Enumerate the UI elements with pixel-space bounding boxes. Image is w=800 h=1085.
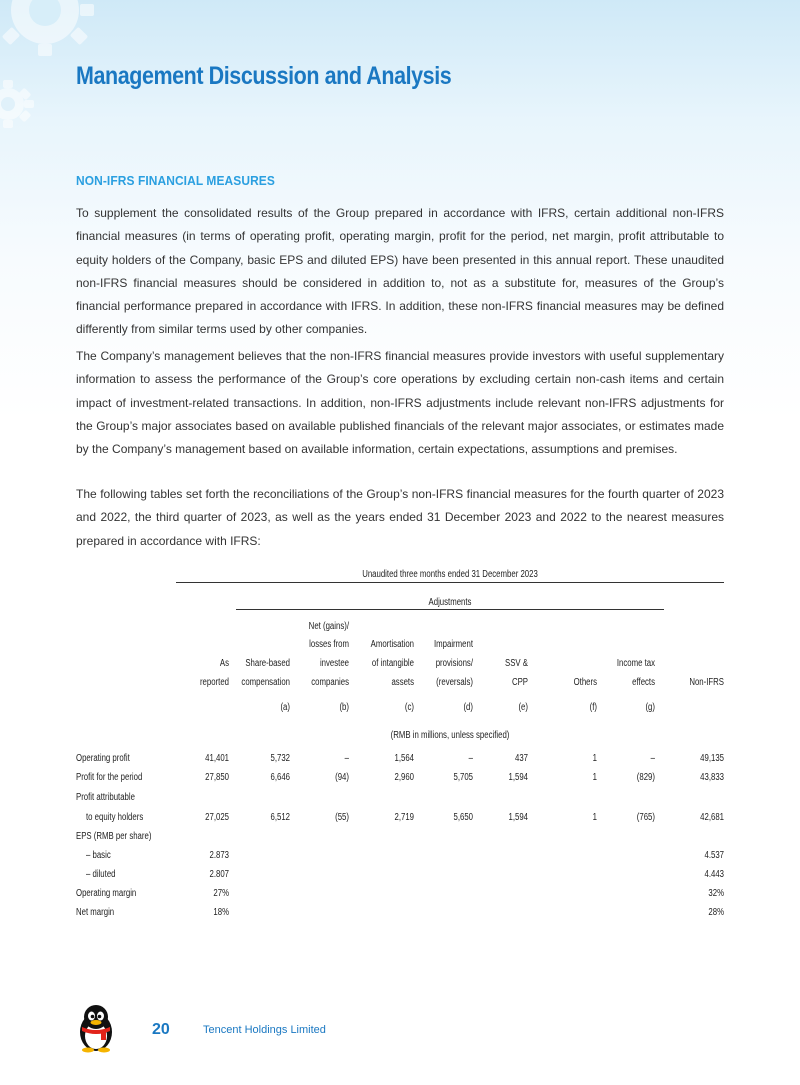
column-header: Amortisation	[370, 639, 414, 651]
column-note: (b)	[339, 702, 349, 713]
column-header: Impairment	[433, 639, 473, 651]
table-cell: 18%	[213, 907, 229, 918]
page-number: 20	[152, 1021, 170, 1038]
penguin-logo-icon	[75, 1003, 117, 1053]
page-title: Management Discussion and Analysis	[76, 62, 452, 90]
adjustments-rule	[236, 609, 664, 610]
column-header: Net (gains)/	[308, 620, 349, 632]
table-cell: 5,705	[453, 772, 473, 783]
column-note: (g)	[645, 702, 655, 713]
section-heading: NON-IFRS FINANCIAL MEASURES	[76, 173, 275, 188]
table-cell: (94)	[335, 772, 349, 783]
column-note: (d)	[463, 702, 473, 713]
units-note: (RMB in millions, unless specified)	[390, 730, 510, 741]
column-header: provisions/	[435, 658, 473, 670]
table-cell: 6,512	[270, 812, 290, 823]
table-cell: 4.443	[704, 869, 724, 880]
table-cell: 27%	[213, 888, 229, 899]
table-cell: 27,850	[205, 772, 229, 783]
table-cell: 28%	[708, 907, 724, 918]
column-header: Income tax	[616, 658, 655, 670]
table-cell: –	[650, 753, 655, 764]
table-cell: 1	[592, 772, 597, 783]
column-header: Others	[573, 677, 597, 688]
table-cell: 1	[592, 812, 597, 823]
table-cell: 32%	[708, 888, 724, 899]
table-cell: (765)	[636, 812, 655, 823]
paragraph-tables-intro: The following tables set forth the reconciliations of the Group’s non-IFRS financial measures for the fourth quarter of 2023 and 2022, the third quarter of 2023, as well as the years ended 31 December 2023 and 2022 to the nearest measures prepared in accordance with IFRS:	[76, 487, 724, 548]
row-label: Operating margin	[76, 888, 137, 899]
company-name: Tencent Holdings Limited	[203, 1024, 326, 1036]
table-cell: –	[468, 753, 473, 764]
column-header: companies	[311, 677, 349, 688]
column-note: (e)	[518, 702, 528, 713]
table-cell: 27,025	[205, 812, 229, 823]
column-note: (c)	[404, 702, 414, 713]
table-cell: 4.537	[704, 850, 724, 861]
table-cell: 43,833	[700, 772, 724, 783]
column-note: (f)	[589, 702, 597, 713]
table-cell: 5,732	[270, 753, 290, 764]
column-header: Share-based	[245, 658, 290, 670]
table-cell: 5,650	[453, 812, 473, 823]
row-label: Operating profit	[76, 753, 130, 764]
period-header: Unaudited three months ended 31 December 2023	[362, 569, 538, 580]
table-cell: 437	[514, 753, 528, 764]
table-cell: 2.873	[209, 850, 229, 861]
column-header: (reversals)	[436, 677, 473, 688]
table-cell: 2.807	[209, 869, 229, 880]
table-cell: 42,681	[700, 812, 724, 823]
table-cell: 2,719	[394, 812, 414, 823]
table-cell: 1	[592, 753, 597, 764]
column-note: (a)	[280, 702, 290, 713]
column-header: effects	[632, 677, 655, 688]
column-header: Non-IFRS	[689, 677, 724, 688]
paragraph-management-view: The Company’s management believes that the non-IFRS financial measures provide investors with useful supplementary information to assess the performance of the Group’s core operations by excluding certain non-cash items and certain impact of investment-related transactions. In addition, non-IFRS adjustments include relevant non-IFRS adjustments for the Group’s major associates based on available published financials of the relevant major associates, or estimates made by the Company’s management based on available information, certain expectations, assumptions and premises.	[76, 349, 724, 457]
table-cell: 1,594	[508, 772, 528, 783]
table-top-rule	[176, 582, 724, 583]
row-label: Profit attributable	[76, 792, 135, 803]
paragraph-intro: To supplement the consolidated results of the Group prepared in accordance with IFRS, certain additional non-IFRS financial measures (in terms of operating profit, operating margin, profit for the period, net margin, profit attributable to equity holders of the Company, basic EPS and diluted EPS) have been presented in this annual report. These unaudited non-IFRS financial measures should be considered in addition to, not as a substitute for, measures of the Group’s financial performance prepared in accordance with IFRS. In addition, these non-IFRS financial measures may be defined differently from similar terms used by other companies.	[76, 206, 724, 337]
row-label: to equity holders	[86, 812, 144, 823]
row-label: Profit for the period	[76, 772, 143, 783]
row-label: – basic	[86, 850, 111, 861]
table-cell: –	[344, 753, 349, 764]
table-cell: 49,135	[700, 753, 724, 764]
adjustments-header: Adjustments	[428, 597, 472, 608]
table-cell: 1,564	[394, 753, 414, 764]
column-header: assets	[391, 677, 414, 688]
column-header: CPP	[511, 677, 528, 688]
table-cell: (55)	[335, 812, 349, 823]
table-cell: 41,401	[205, 753, 229, 764]
column-header: investee	[319, 658, 349, 670]
table-cell: (829)	[636, 772, 655, 783]
row-label: – diluted	[86, 869, 116, 880]
column-header: As	[219, 658, 229, 670]
table-cell: 2,960	[394, 772, 414, 783]
row-label: EPS (RMB per share)	[76, 831, 152, 842]
table-cell: 6,646	[270, 772, 290, 783]
column-header: compensation	[241, 677, 290, 688]
table-cell: 1,594	[508, 812, 528, 823]
column-header: SSV &	[505, 658, 528, 670]
column-header: of intangible	[371, 658, 414, 670]
row-label: Net margin	[76, 907, 115, 918]
column-header: reported	[199, 677, 229, 688]
column-header: losses from	[309, 639, 349, 651]
